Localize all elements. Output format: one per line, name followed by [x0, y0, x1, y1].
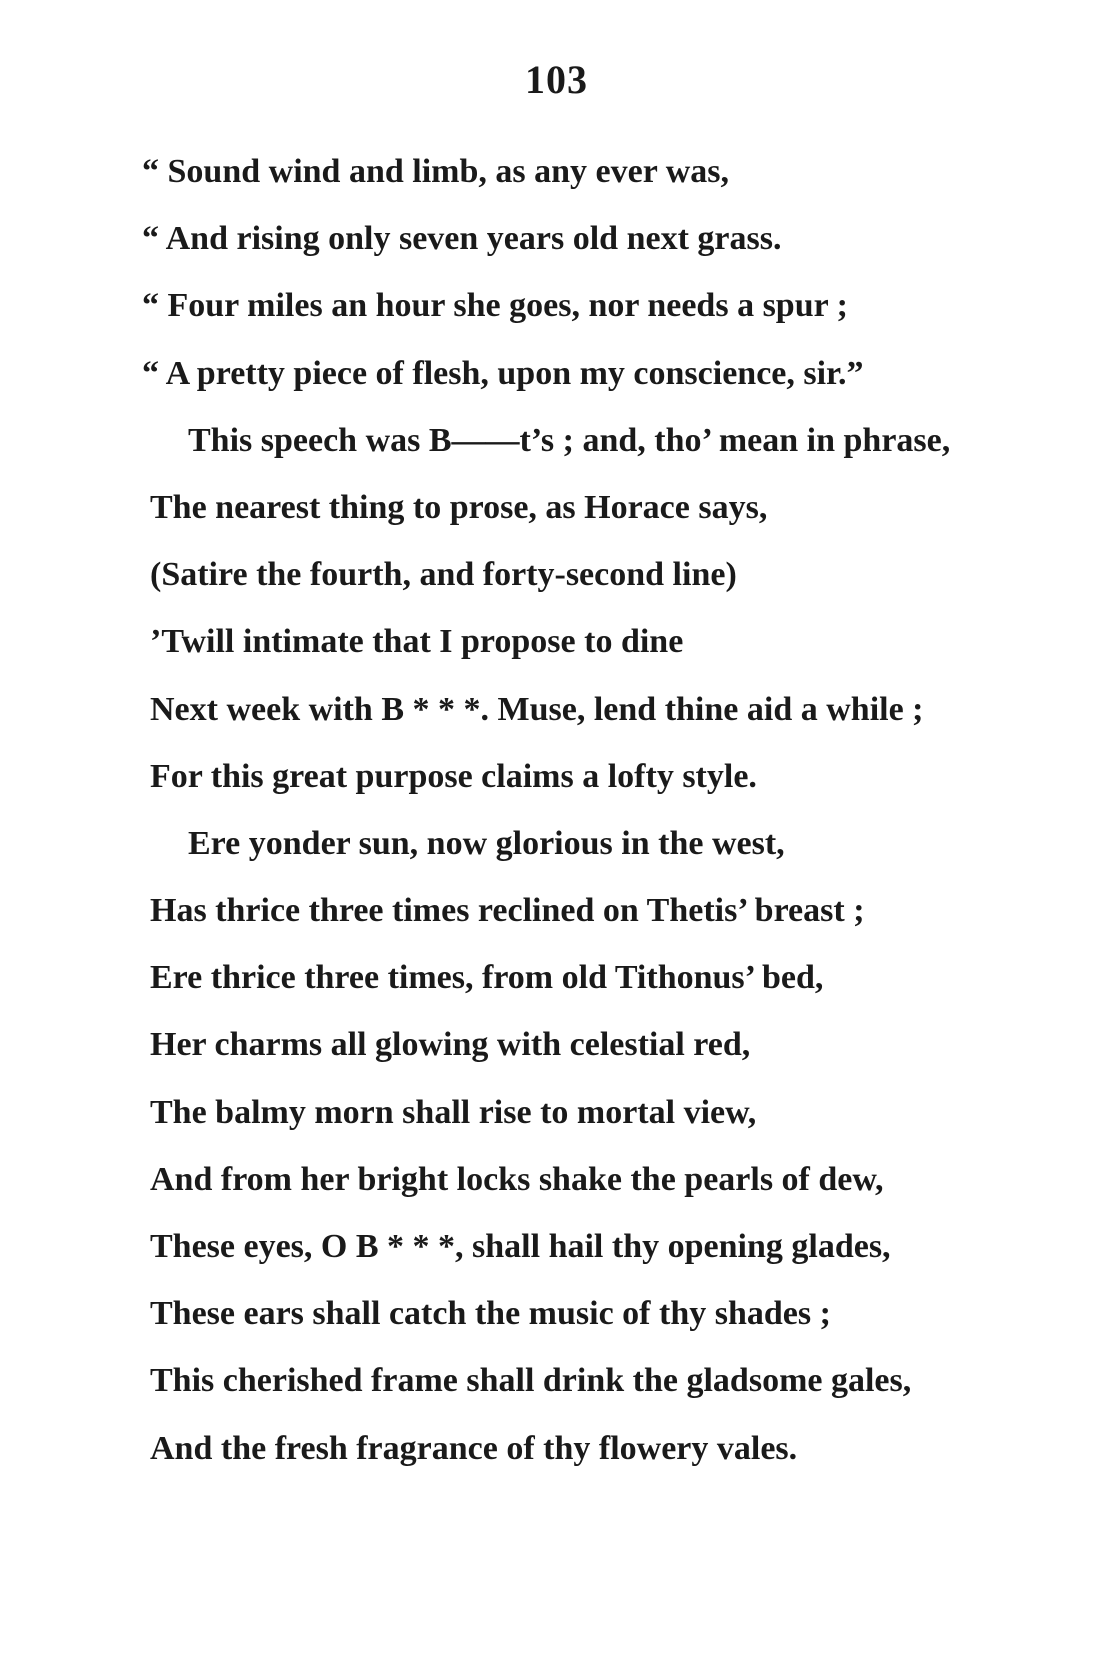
- poem-text: [142, 138, 1050, 1482]
- poem-line: Next week with B * * *. Muse, lend thine aid a while ;: [150, 690, 924, 728]
- poem-line: This cherished frame shall drink the gladsome gales,: [150, 1362, 912, 1400]
- poem-line: “ A pretty piece of flesh, upon my conscience, sir.”: [142, 354, 864, 392]
- poem-line: “ Sound wind and limb, as any ever was,: [142, 153, 729, 190]
- page-number: 103: [525, 57, 588, 102]
- poem-line: ’Twill intimate that I propose to dine: [150, 623, 684, 661]
- poem-line: “ And rising only seven years old next grass.: [142, 220, 782, 258]
- poem-line: And from her bright locks shake the pearls of dew,: [150, 1160, 884, 1198]
- poem-line: The balmy morn shall rise to mortal view,: [150, 1093, 757, 1131]
- poem-line: (Satire the fourth, and forty-second line): [150, 556, 737, 594]
- poem-line: “ Four miles an hour she goes, nor needs a spur ;: [142, 287, 848, 325]
- poem-line: Has thrice three times reclined on Thetis’ breast ;: [150, 892, 865, 930]
- poem-line: Ere thrice three times, from old Tithonus’ bed,: [150, 959, 824, 997]
- poem-line: The nearest thing to prose, as Horace says,: [150, 488, 768, 526]
- poem-line: This speech was B——t’s ; and, tho’ mean in phrase,: [188, 421, 951, 459]
- poem-line: These ears shall catch the music of thy shades ;: [150, 1295, 831, 1333]
- poem-line: And the fresh fragrance of thy flowery vales.: [150, 1429, 798, 1467]
- poem-line: Her charms all glowing with celestial red,: [150, 1026, 751, 1064]
- poem-line: For this great purpose claims a lofty style.: [150, 757, 757, 795]
- poem-line: Ere yonder sun, now glorious in the west,: [188, 824, 785, 862]
- poem-line: These eyes, O B * * *, shall hail thy opening glades,: [150, 1228, 891, 1265]
